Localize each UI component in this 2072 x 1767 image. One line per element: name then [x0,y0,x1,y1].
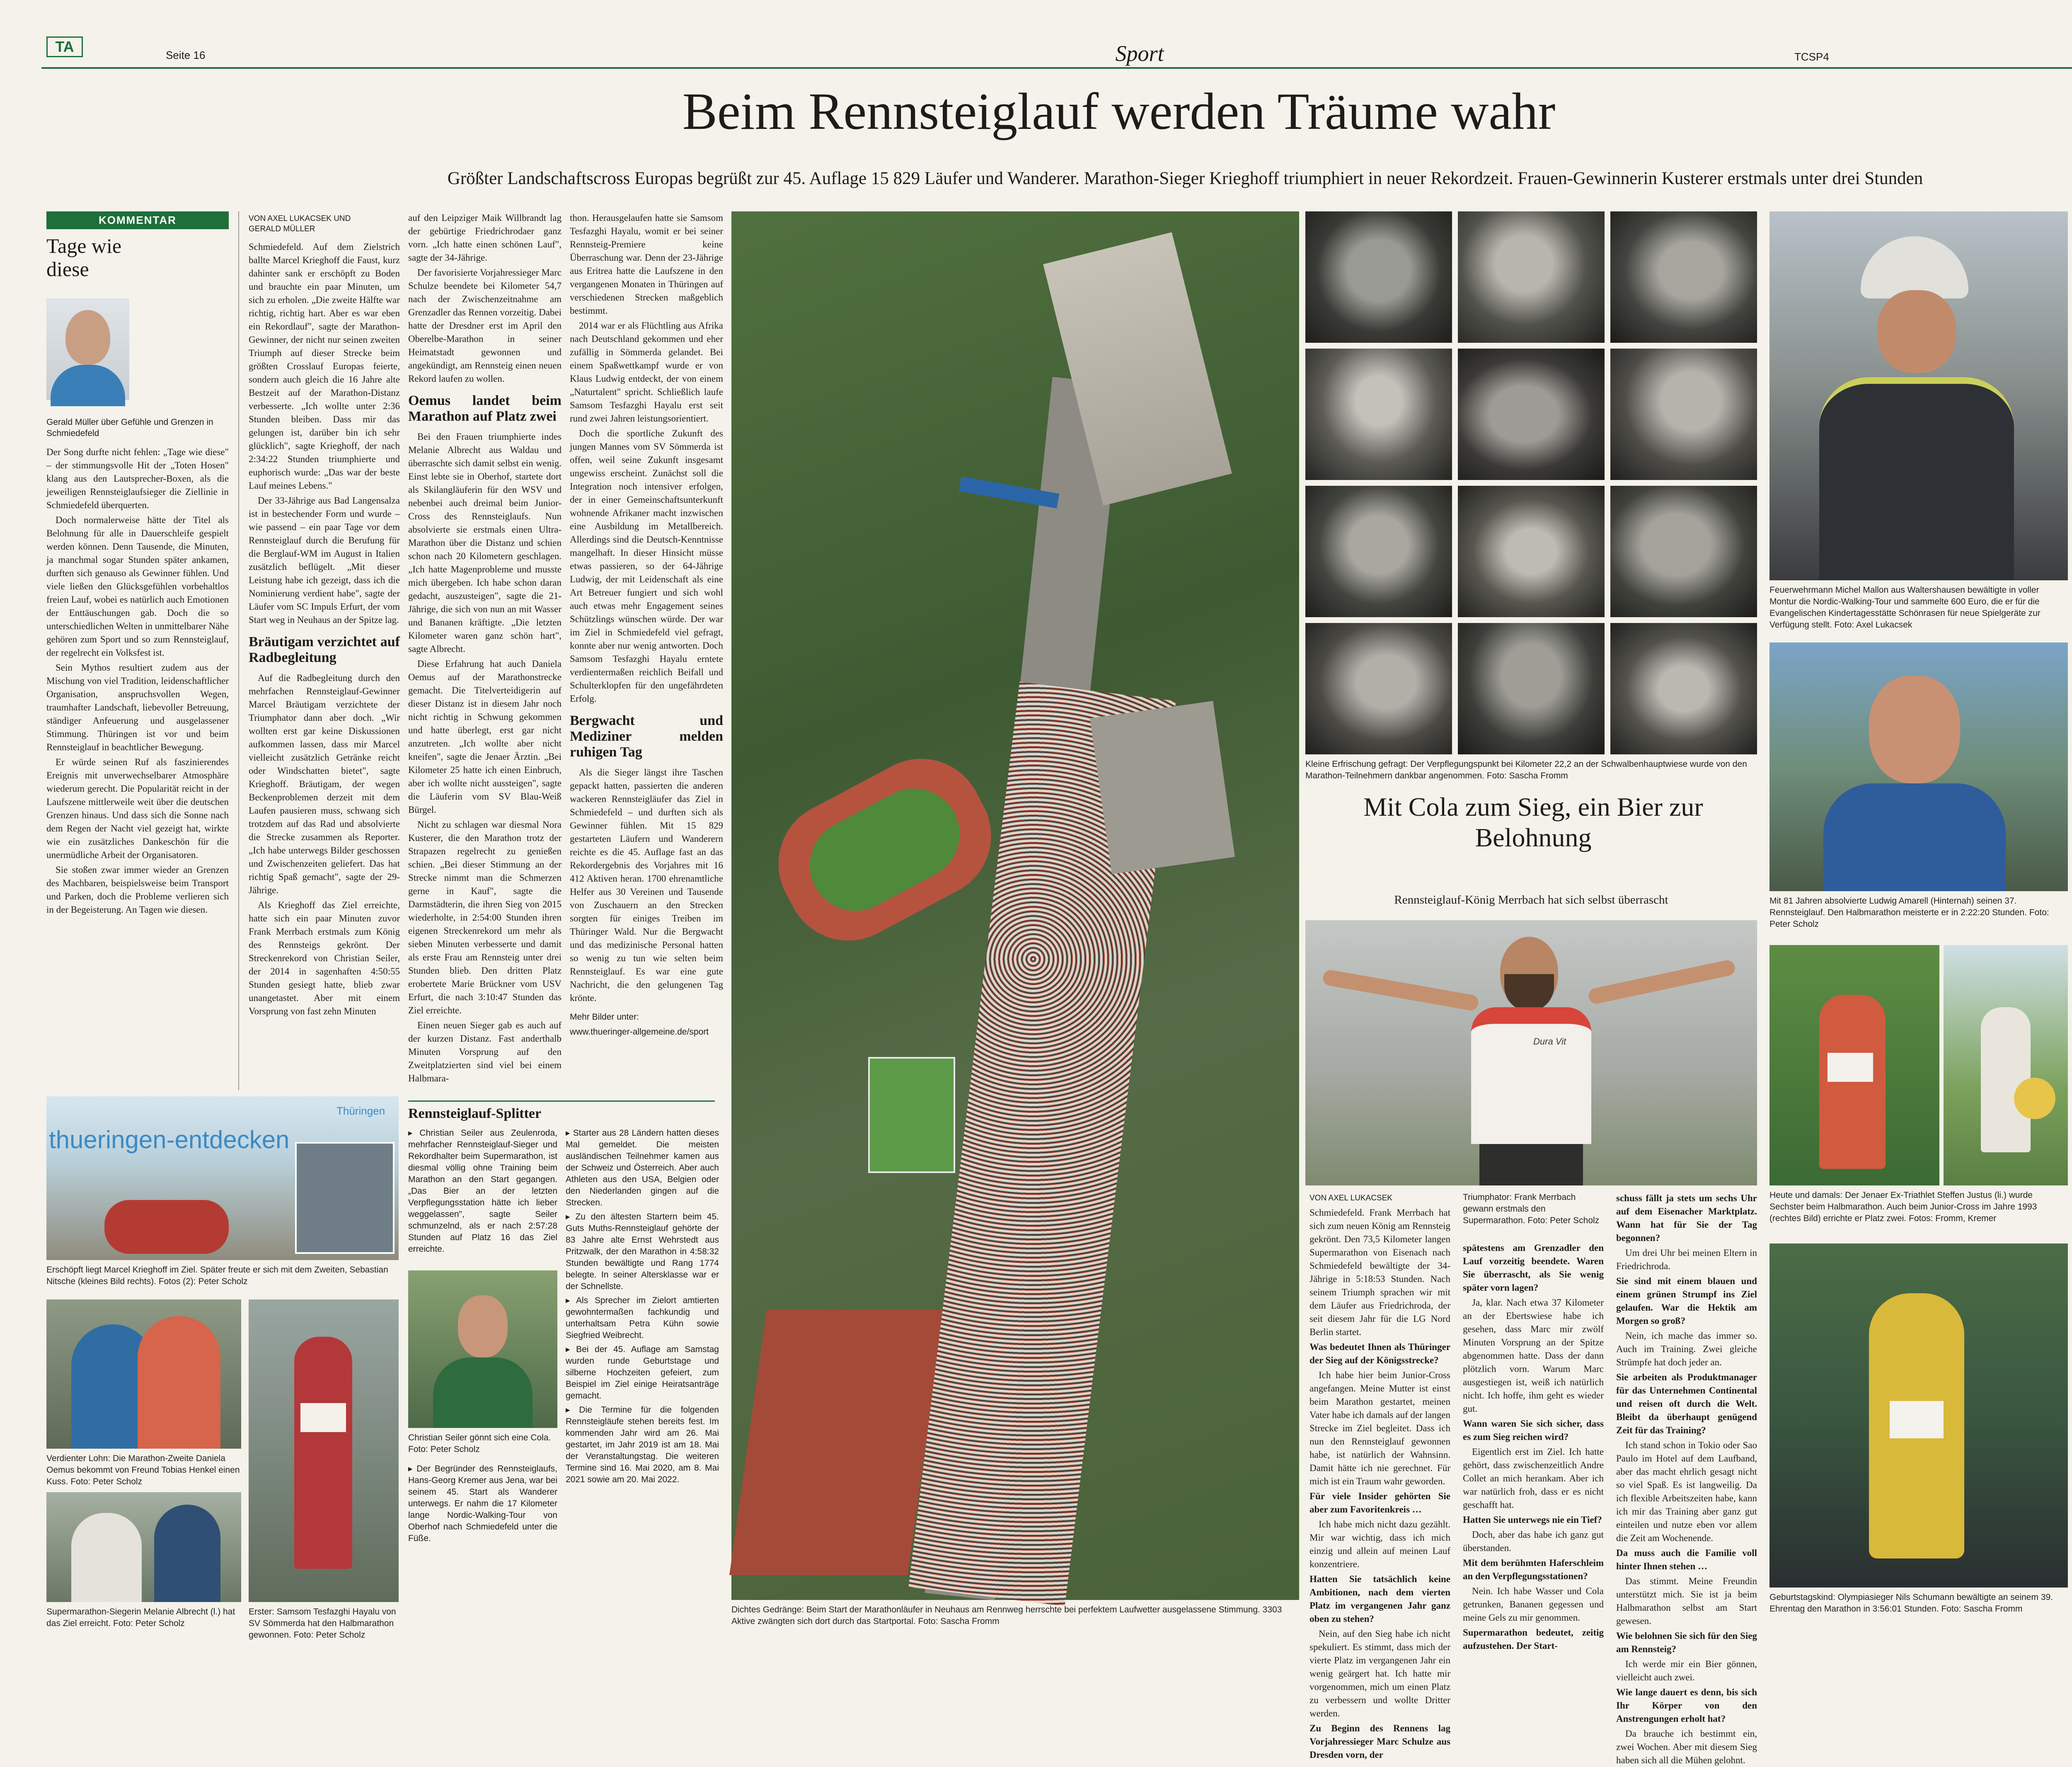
kommentar-para: Sein Mythos resultiert zudem aus der Mischung von viel Tradition, leidenschaftlicher Organisation, anspruchsvollen Wegen, traumhafter Landschaft, liebevoller Betreuung, ständiger Anfeuerung und ausgelassener Stimmung. Thüringen ist vor und beim Rennsteiglauf in beachtlicher Bewegung. [46,662,229,752]
oemus-caption: Verdienter Lohn: Die Marathon-Zweite Daniela Oemus bekommt von Freund Tobias Henkel einen Kuss. Foto: Peter Scholz [46,1454,240,1486]
article-para: Der 33-Jährige aus Bad Langensalza ist in bestechender Form und wurde – wie passend – ein paar Tage vor dem Rennsteiglauf durch die Berufung für die Berglauf-WM im August in Italien zusätzlich beflügelt. „Mit dieser Leistung habe ich gezeigt, dass ich die Nominierung verdient habe", sagte der Läufer vom SC Impuls Erfurt, der vom Start weg in Neuhaus an der Spitze lag. [249,495,400,625]
schumann-photo [1769,1243,2068,1588]
samsom-runner [294,1337,352,1569]
amarell-caption: Mit 81 Jahren absolvierte Ludwig Amarell (Hinternah) seinen 37. Rennsteiglauf. Den Halbmarathon meisterte er in 2:22:20 Stunden. Foto: Peter Scholz [1769,896,2049,929]
grid-caption: Kleine Erfrischung gefragt: Der Verpflegungspunkt bei Kilometer 22,2 an der Schwalbenhauptwiese wurde von den Marathon-Teilnehmern dankbar angenommen. Foto: Sascha Fromm [1305,759,1747,780]
schumann-bib [1890,1401,1944,1438]
interview-answer: Um drei Uhr bei meinen Eltern in Friedrichroda. [1616,1248,1757,1271]
samsom-caption: Erster: Samsom Tesfazghi Hayalu von SV Sömmerda hat den Halbmarathon gewonnen. Foto: Peter Scholz [249,1607,396,1640]
article-para: Der favorisierte Vorjahressieger Marc Schulze beendete bei Kilometer 54,7 nach der Zwischenzeitnahme am Grenzadler das Rennen vorzeitig. Dabei hatte der Dresdner erst im April den Oberelbe-Marathon in seiner Heimatstadt gewonnen und angekündigt, am Rennsteig einen neuen Rekord laufen zu wollen. [408,267,562,384]
article-para: Nicht zu schlagen war diesmal Nora Kusterer, die den Marathon trotz der Strapazen regelrecht zu genießen schien. „Bei dieser Stimmung an der Strecke nimmt man die Schmerzen gerne in Kauf", sagte die Darmstädterin, die ihren Sieg von 2015 wiederholte, in 2:54:00 Stunden ihren eigenen Streckenrekord um mehr als sieben Minuten verbesserte und damit als erste Frau am Rennsteig unter drei Stunden blieb. Den dritten Platz erobertete Marie Brückner vom USV Erfurt, die nach 3:10:47 Stunden das Ziel erreichte. [408,819,562,1016]
interview-question: Mit dem berühmten Haferschleim an den Verpflegungsstationen? [1463,1558,1604,1581]
article-para: 2014 war er als Flüchtling aus Afrika nach Deutschland gekommen und eher zufällig in Sömmerda gelandet. Bei einem Spaßwettkampf wurde er von Klaus Ludwig entdeckt, der von einem „Naturtalent" spricht. Schließlich laufe Samsom Tesfazghi Hayalu erst seit rund zwei Jahren leistungsorientiert. [570,320,723,424]
seiler-face [458,1295,508,1357]
article-para: Als Krieghoff das Ziel erreichte, hatte sich ein paar Minuten zuvor Frank Merrbach erstmals zum König des Rennsteigs gekrönt. Der Streckenrekord von Christian Seiler, der 2014 in sagenhaften 4:50:55 Stunden gesiegt hatte, blieb zwar unangetastet. Aber mit einem Vorsprung von fast zehn Minuten [249,900,400,1016]
splitter-item: ▸ Als Sprecher im Zielort amtierten gewohntermaßen fachkundig und unterhaltsam Petra Kühn sowie Siegfried Weibrecht. [566,1295,719,1341]
amarell-shirt [1823,783,2006,891]
article-para: Als die Sieger längst ihre Taschen gepackt hatten, passierten die anderen wackeren Rennsteigläufer das Ziel in Schmiedefeld – und durften sich als Gewinner fühlen. Mit 15 829 gestarteten Läufern und Wanderern reichte es die 45. Auflage fast an das Rekordergebnis des Vorjahres mit 16 412 Aktiven heran. 1700 ehrenamtliche Helfer aus 30 Vereinen und Tausende von Zuschauern an den Strecken sorgten für einiges Treiben im Thüringer Wald. Nur die Bergwacht und das medizinische Personal hatten so wenig zu tun wie selten beim Rennsteiglauf. Es war eine gute Nachricht, die den gelungenen Tag krönte. [570,767,723,1003]
seiler-shirt [433,1357,533,1428]
interview-answer: Ich habe mich nicht dazu gezählt. Mir war wichtig, dass ich mich einzig und allein auf meinen Lauf konzentriere. [1310,1519,1450,1569]
kommentar-para: Der Song durfte nicht fehlen: „Tage wie diese" – der stimmungsvolle Hit der „Toten Hosen" klang aus den Lautsprecher-Boxen, als die jeweiligen Rennsteiglaufsieger die Ziellinie in Schmiedefeld überquerten. [46,447,229,510]
logo: TA [46,36,83,57]
splitter-col-2 [566,1127,719,1633]
amarell-face [1869,676,1960,783]
article-para: Diese Erfahrung hat auch Daniela Oemus auf der Marathonstrecke gemacht. Die Titelverteidigerin auf dieser Distanz ist in diesem Jahr noch nicht richtig in Schwung gekommen und hatte überlegt, erst gar nicht anzutreten. „Ich wollte aber nicht kneifen", sagte die Jenaer Ärztin. „Bei Kilometer 25 hatte ich einen Einbruch, aber ich wollte nicht aussteigen", sagte die Läuferin vom SV Blau-Weiß Bürgel. [408,659,562,815]
thueringen-logo: Thüringen [336,1105,385,1117]
interview-answer: Doch, aber das habe ich ganz gut überstanden. [1463,1529,1604,1553]
interview-question: Wann waren Sie sich sicher, dass es zum Sieg reichen wird? [1463,1418,1604,1442]
article-byline: VON AXEL LUKACSEK UND GERALD MÜLLER [249,214,351,233]
splitter-item: ▸ Die Termine für die folgenden Rennsteigläufe stehen bereits fest. Im kommenden Jahr wird am 26. Mai gestartet, im Jahr 2019 ist am 18. Mai der Veranstaltungstag. Die weiteren Termine sind 16. Mai 2020, am 8. Mai 2021 sowie am 20. Mai 2022. [566,1404,719,1486]
article-col-3 [570,211,723,1090]
portrait-head [65,310,110,365]
interview-question: Sie arbeiten als Produktmanager für das Unternehmen Continental und reisen oft durch die Welt. Bleibt da überhaupt genügend Zeit für das Training? [1616,1372,1757,1435]
interview-question: Wie belohnen Sie sich für den Sieg am Rennsteig? [1616,1631,1757,1654]
grid-photo [1458,623,1605,754]
merrbach-photo [1305,920,1757,1185]
albrecht-caption: Supermarathon-Siegerin Melanie Albrecht (l.) hat das Ziel erreicht. Foto: Peter Scholz [46,1607,235,1628]
article-para: Schmiedefeld. Auf dem Zielstrich ballte Marcel Krieghoff die Faust, kurz dahinter sank er erschöpft zu Boden und brauchte ein paar Minuten, um sich zu erholen. „Die zweite Hälfte war richtig, richtig hart. Aber es war eben ein Rekordlauf", sagte der Marathon-Gewinner, der nicht nur seinen zweiten Triumph auf dieser Strecke beim größten Crosslauf Europas feierte, sondern auch gleich die 16 Jahre alte Bestzeit auf der Marathon-Distanz verbesserte. „Ich wollte unter 2:36 Stunden bleiben. Dass mir das gelungen ist, darüber bin ich sehr glücklich", sagte Krieghoff, der nach 2:34:22 Stunden triumphierte und euphorisch wurde: „Das war der beste Lauf meines Lebens." [249,242,400,491]
splitter-col-1 [408,1127,557,1264]
tennis-court [868,1057,955,1173]
banner-text: thueringen-entdecken [49,1126,290,1154]
interview-question: Für viele Insider gehörten Sie aber zum Favoritenkreis … [1310,1491,1450,1515]
interview-answer: Nein, auf den Sieg habe ich nicht spekuliert. Es stimmt, dass mich der vierte Platz im vergangenen Jahr ein wenig geärgert hat. Ich hatte mir vorgenommen, mich um einen Platz zu verbessern und wollte Dritter werden. [1310,1629,1450,1719]
article-subhead: Oemus landet beim Marathon auf Platz zwei [408,393,562,424]
fireman-face [1877,290,1956,373]
grid-photo [1610,349,1757,480]
kommentar-title: Tage wie diese [46,234,122,281]
interview-question: spätestens am Grenzadler den Lauf vorzeitig beendete. Waren Sie überrascht, als Sie wenig später vorn lagen? [1463,1243,1604,1293]
interview-question: schuss fällt ja stets um sechs Uhr auf dem Eisenacher Marktplatz. Wann hat für Sie der Tag begonnen? [1616,1193,1757,1243]
grid-photo [1305,486,1452,617]
interview-answer: Ich werde mir ein Bier gönnen, vielleicht auch zwei. [1616,1659,1757,1682]
interview-col-1 [1310,1206,1450,1760]
grid-photo [1610,486,1757,617]
article-para: Bei den Frauen triumphierte indes Melanie Albrecht aus Waldau und überraschte sich damit selbst ein wenig. Einst lebte sie in Oberhof, startete dort als Skilangläuferin für den WSV und nebenbei auch dreimal beim Junior-Cross des Rennsteiglaufs. Nun absolvierte sie erstmals einen Ultra-Marathon über die Distanz und schien schon nach 20 Kilometern geschlagen. „Ich hatte Magenprobleme und musste mich übergeben. Ich habe schon daran gedacht, auszusteigen", sagte die 21-Jährige, die sich von nun an mit Wasser und Bananen kräftigte. „Die letzten Kilometer waren ganz schön hart", sagte Albrecht. [408,431,562,654]
amarell-photo [1769,642,2068,891]
interview-answer: Nein, ich mache das immer so. Auch im Training. Zwei gleiche Strümpfe hat doch jeder an. [1616,1331,1757,1367]
fireman-caption: Feuerwehrmann Michel Mallon aus Waltershausen bewältigte in voller Montur die Nordic-Walking-Tour und sammelte 600 Euro, die er für die Evangelischen Kindertagesstätte Schönrasen für neue Spielgeräte zur Verfügung stellt. Foto: Axel Lukacsek [1769,585,2041,630]
samsom-bib [300,1403,346,1432]
interview-question: Da muss auch die Familie voll hinter Ihnen stehen … [1616,1548,1757,1571]
kommentar-author: Gerald Müller über Gefühle und Grenzen in Schmiedefeld [46,417,213,438]
column-divider [238,211,239,1090]
article-para: Einen neuen Sieger gab es auch auf der kurzen Distanz. Fast anderthalb Minuten Vorsprung auf den Zweitplatzierten sind viel bei einem Halbmara- [408,1020,562,1083]
main-subheadline: Größter Landschaftscross Europas begrüßt zur 45. Auflage 15 829 Läufer und Wanderer. Marathon-Sieger Krieghoff triumphiert in neuer Rekordzeit. Frauen-Gewinnerin Kusterer erstmals unter drei Stunden [447,169,1923,188]
merrbach-beard [1504,974,1554,1011]
justus-caption: Heute und damals: Der Jenaer Ex-Triathlet Steffen Justus (li.) wurde Sechster beim Halbmarathon. Auch beim Junior-Cross im Jahre 1993 (rechtes Bild) errichte er Platz zwei. Fotos: Fromm, Kremer [1769,1190,2037,1223]
splitter-item: ▸ Starter aus 28 Ländern hatten dieses Mal gemeldet. Die meisten ausländischen Teilnehmer kamen aus der Schweiz und Österreich. Aber auch Athleten aus den USA, Belgien oder den Niederlanden gingen auf die Strecken. [566,1127,719,1209]
article-para: thon. Herausgelaufen hatte sie Samsom Tesfazghi Hayalu, womit er bei seiner Rennsteig-Premiere keine Überraschung war. Denn der 23-Jährige aus Eritrea hatte die Laufszene in den vergangenen Monaten in Thüringen auf verschiedenen Strecken maßgeblich bestimmt. [570,213,723,316]
henkel-figure [138,1316,220,1449]
portrait-shirt [51,365,125,406]
seiler-caption: Christian Seiler gönnt sich eine Cola. Foto: Peter Scholz [408,1433,551,1454]
author-portrait [46,298,129,400]
grid-photo [1305,211,1452,343]
kommentar-para: Er würde seinen Ruf als faszinierendes Ereignis mit unverwechselbarer Atmosphäre wiederum gerecht. Die Popularität reicht in der Laufszene mittlerweile weit über die deutschen Grenzen hinaus. Und dass sich die Sonne nach dem Regen der Nacht viel gezeigt hat, wirkte wie ein zusätzliches Dankeschön für die unermüdliche Arbeit der Organisatoren. [46,757,229,860]
merrbach-caption: Triumphator: Frank Merrbach gewann erstmals den Supermarathon. Foto: Peter Scholz [1463,1193,1600,1225]
more-pictures-label: Mehr Bilder unter: [570,1012,639,1022]
parking-lot [1090,701,1235,874]
section-title: Sport [1115,41,1164,66]
runner-lying [104,1200,229,1254]
splitter-item: ▸ Zu den ältesten Startern beim 45. Guts Muths-Rennsteiglauf gehörte der 83 Jahre alte Ernst Wehrstedt aus Pritzwalk, der den Marathon in 4:58:32 Stunden bewältigte und Rang 1774 belegte. In seiner Altersklasse war er der Schnellste. [566,1211,719,1292]
interview-question: Hatten Sie unterwegs nie ein Tief? [1463,1515,1602,1525]
interview-question: Hatten Sie tatsächlich keine Ambitionen, nach dem vierten Platz im vergangenen Jahr ganz oben zu stehen? [1310,1574,1450,1624]
grid-photo [1305,623,1452,754]
more-pictures-link[interactable]: www.thueringer-allgemeine.de/sport [570,1027,709,1037]
justus-photo [1769,945,1939,1185]
merrbach-arm-right [1587,959,1736,1005]
interview-col-2 [1463,1241,1604,1651]
interview-question: Wie lange dauert es denn, bis sich Ihr Körper von den Anstrengungen erholt hat? [1616,1687,1757,1724]
fireman-photo [1769,211,2068,580]
aerial-start-photo [731,211,1299,1600]
red-track-strip [729,1310,945,1575]
merrbach-shorts [1479,1144,1583,1185]
interview-answer: Ja, klar. Nach etwa 37 Kilometer an der Ebertswiese habe ich gesehen, dass Marc mir zwölf Minuten Vorsprung an der Spitze abgenommen hatte. Dass der dann plötzlich vorn. Warum Marc ausgestiegen ist, weiß ich natürlich nicht. Ich hoffe, ihm geht es wieder gut. [1463,1297,1604,1414]
interview-answer: Eigentlich erst im Ziel. Ich hatte gehört, dass zwischenzeitlich Andre Collet an mich herankam. Aber ich war natürlich froh, dass er es nicht geschafft hat. [1463,1447,1604,1510]
second-figure [154,1505,220,1602]
merrbach-arm-left [1322,969,1480,1011]
inset-photo [295,1142,395,1254]
page-code: TCSP4 [1794,51,1829,63]
interview-headline: Mit Cola zum Sieg, ein Bier zur Belohnung [1363,792,1703,852]
justus-junior-photo [1944,945,2068,1185]
kommentar-text [46,446,229,1092]
interview-answer: Ich habe hier beim Junior-Cross angefangen. Meine Mutter ist einst beim Marathon gestartet, meinen Vater habe ich damals auf der langen Strecke im Ziel begleitet. Dass ich nun den Rennsteiglauf gewonnen habe, ist natürlich der Wahnsinn. Damit hätte ich nie gerechnet. Für mich ist ein Traum wahr geworden. [1310,1370,1450,1486]
albrecht-figure [71,1513,142,1602]
interview-question: Supermarathon bedeutet, zeitig aufzustehen. Der Start- [1463,1627,1604,1651]
grid-photo [1610,623,1757,754]
interview-question: Sie sind mit einem blauen und einem grünen Strumpf ins Ziel gelaufen. War die Hektik am Morgen so groß? [1616,1276,1757,1326]
grid-photo [1305,349,1452,480]
krieghoff-caption: Erschöpft liegt Marcel Krieghoff im Ziel. Später freute er sich mit dem Zweiten, Sebastian Nitsche (kleines Bild rechts). Fotos (2): Peter Scholz [46,1265,388,1286]
shirt-text: Dura Vit [1533,1036,1566,1047]
thueringen-banner-photo [46,1096,399,1260]
main-headline: Beim Rennsteiglauf werden Träume wahr [682,83,1556,141]
splitter-col-1b [408,1463,557,1629]
grid-photo [1458,486,1605,617]
article-col-1 [249,240,400,1090]
interview-col-3 [1616,1192,1757,1765]
kommentar-para: Doch normalerweise hätte der Titel als Belohnung für alle in Dauerschleife gespielt werden können. Denn Tausende, die Minuten, ja manchmal sogar Stunden später ankamen, durften sich genauso als Gewinner fühlen. Und viele ließen den Glücksgefühlen vorbehaltlos freien Lauf, wobei es natürlich auch Emotionen der Enttäuschungen gab. Doch die so unterschiedlichen Welten in unmittelbarer Nähe gehören zum Sport und so zum Rennsteiglauf, der regelrecht ein Volksfest ist. [46,515,229,658]
article-col-2 [408,211,562,1090]
oemus-kiss-photo [46,1299,241,1449]
interview-question: Was bedeutet Ihnen als Thüringer der Sieg auf der Königsstrecke? [1310,1342,1450,1365]
interview-question: Zu Beginn des Rennens lag Vorjahressieger Marc Schulze aus Dresden vorn, der [1310,1723,1450,1760]
grid-photo [1458,211,1605,343]
interview-answer: Schmiedefeld. Frank Merrbach hat sich zum neuen König am Rennsteig gekrönt. Den 73,5 Kilometer langen Supermarathon von Eisenach nach Schmiedefeld bewältigte der 34-Jährige in 5:18:53 Stunden. Nach seinem Triumph sprachen wir mit dem Läufer aus Friedrichroda, der seit diesem Jahr für die LG Nord Berlin startet. [1310,1207,1450,1337]
header-rule [41,67,2072,69]
aerial-caption: Dichtes Gedränge: Beim Start der Marathonläufer in Neuhaus am Rennweg herrschte bei perfektem Laufwetter ausgelassene Stimmung. 3303 Aktive zwängten sich dort durch das Startportal. Foto: Sascha Fromm [731,1605,1282,1626]
interview-answer: Nein. Ich habe Wasser und Cola getrunken, Bananen gegessen und meine Gels zu mir genommen. [1463,1586,1604,1623]
junior-flowers [2014,1078,2055,1119]
splitter-item: ▸ Bei der 45. Auflage am Samstag wurden runde Geburtstage und silberne Hochzeiten gefeiert, zum Beispiel im Ziel einige Heiratsanträge gemacht. [566,1344,719,1402]
interview-byline: VON AXEL LUKACSEK [1310,1194,1392,1202]
photo-grid [1305,211,1757,754]
article-subhead: Bergwacht und Mediziner melden ruhigen Tag [570,713,723,760]
splitter-item: ▸ Der Begründer des Rennsteiglaufs, Hans-Georg Kremer aus Jena, war bei seinem 45. Start als Wanderer unterwegs. Er nahm die 17 Kilometer lange Nordic-Walking-Tour von Oberhof nach Schmiedefeld unter die Füße. [408,1463,557,1544]
splitter-item: ▸ Christian Seiler aus Zeulenroda, mehrfacher Rennsteiglauf-Sieger und Rekordhalter beim Supermarathon, ist diesmal völlig ohne Training beim Marathon an den Start gegangen. „Das Bier an der letzten Verpflegungsstation hätte ich lieber weggelassen", sagte Seiler schmunzelnd, als er nach 2:57:28 Stunden auf Platz 16 das Ziel erreichte. [408,1127,557,1255]
justus-bib [1828,1053,1873,1082]
schumann-caption: Geburtstagskind: Olympiasieger Nils Schumann bewältigte an seinem 39. Ehrentag den Marathon in 3:56:01 Stunden. Foto: Sascha Fromm [1769,1592,2053,1614]
junior-runner [1981,1007,2031,1152]
splitter-title: Rennsteiglauf-Splitter [408,1100,715,1122]
grid-photo [1458,349,1605,480]
interview-answer: Das stimmt. Meine Freundin unterstützt mich. Sie ist ja beim Halbmarathon selbst am Start gewesen. [1616,1576,1757,1626]
kommentar-para: Sie stoßen zwar immer wieder an Grenzen des Machbaren, beispielsweise beim Transport und Parken, doch die Probleme verlieren sich in der Begeisterung. An Tagen wie diesen. [46,865,229,915]
fireman-helmet [1861,236,1968,298]
article-subhead: Bräutigam verzichtet auf Radbegleitung [249,634,400,665]
justus-runner [1819,995,1886,1169]
interview-subhead: Rennsteiglauf-König Merrbach hat sich selbst überrascht [1394,893,1668,907]
article-para: Doch die sportliche Zukunft des jungen Mannes vom SV Sömmerda ist offen, weil seine Zukunft insgesamt ungewiss erscheint. Zunächst soll die Integration noch intensiver erfolgen, der in einer Gemeinschaftsunterkunft wohnende Afrikaner macht inzwischen eine Ausbildung im Metallbereich. Allerdings sind die Deutsch-Kenntnisse mangelhaft. In dieser Hinsicht müsse etwas passieren, so der 64-Jährige Ludwig, der mit Leidenschaft als eine Art Betreuer fungiert und sich wohl auch etwas mehr Engagement seines Schützlings wünschen würde. Der war im Ziel in Schmiedefeld viel gefragt, konnte aber nur wenig antworten. Doch Samsom Tesfazghi Hayalu erntete verdientermaßen reichlich Beifall und Schulterklopfen für den ungefährdeten Erfolg. [570,428,723,704]
article-para: auf den Leipziger Maik Willbrandt lag der gebürtige Friedrichrodaer ganz vorn. „Ich hatte einen schönen Lauf", sagte der 34-Jährige. [408,213,562,263]
kommentar-tag: KOMMENTAR [46,211,229,229]
samsom-photo [249,1299,399,1602]
interview-answer: Ich stand schon in Tokio oder Sao Paulo im Hotel auf dem Laufband, aber das macht ehrlich gesagt nicht so viel Spaß. Es ist langweilig. Da ich flexible Arbeitszeiten habe, kann ich mir das Training aber ganz gut einteilen und nutze eben vor allem die Zeit am Wochenende. [1616,1440,1757,1543]
grid-photo [1610,211,1757,343]
page-number: Seite 16 [166,49,206,61]
albrecht-photo [46,1492,241,1602]
seiler-photo [408,1270,557,1428]
merrbach-shirt [1471,1007,1591,1144]
fireman-jacket [1819,377,2014,580]
interview-answer: Da brauche ich bestimmt ein, zwei Wochen. Aber mit diesem Sieg haben sich all die Mühen gelohnt. [1616,1728,1757,1765]
article-para: Auf die Radbegleitung durch den mehrfachen Rennsteiglauf-Gewinner Marcel Bräutigam verzichtete der Triumphator dann aber doch. „Wir wollten erst gar keine Diskussionen aufkommen lassen, dass mir Marcel vielleicht zusätzlich Getränke reicht oder Windschatten bietet", sagte Krieghoff. Bräutigam, der wegen Beckenproblemen derzeit mit dem Laufen pausieren muss, schwang sich trotzdem auf das Rad und absolvierte die Strecke zusammen als Reporter. „Ich habe unterwegs Bilder geschossen und Zwischenzeiten geliefert. Das hat richtig Spaß gemacht", sagte der 29-Jährige. [249,673,400,895]
